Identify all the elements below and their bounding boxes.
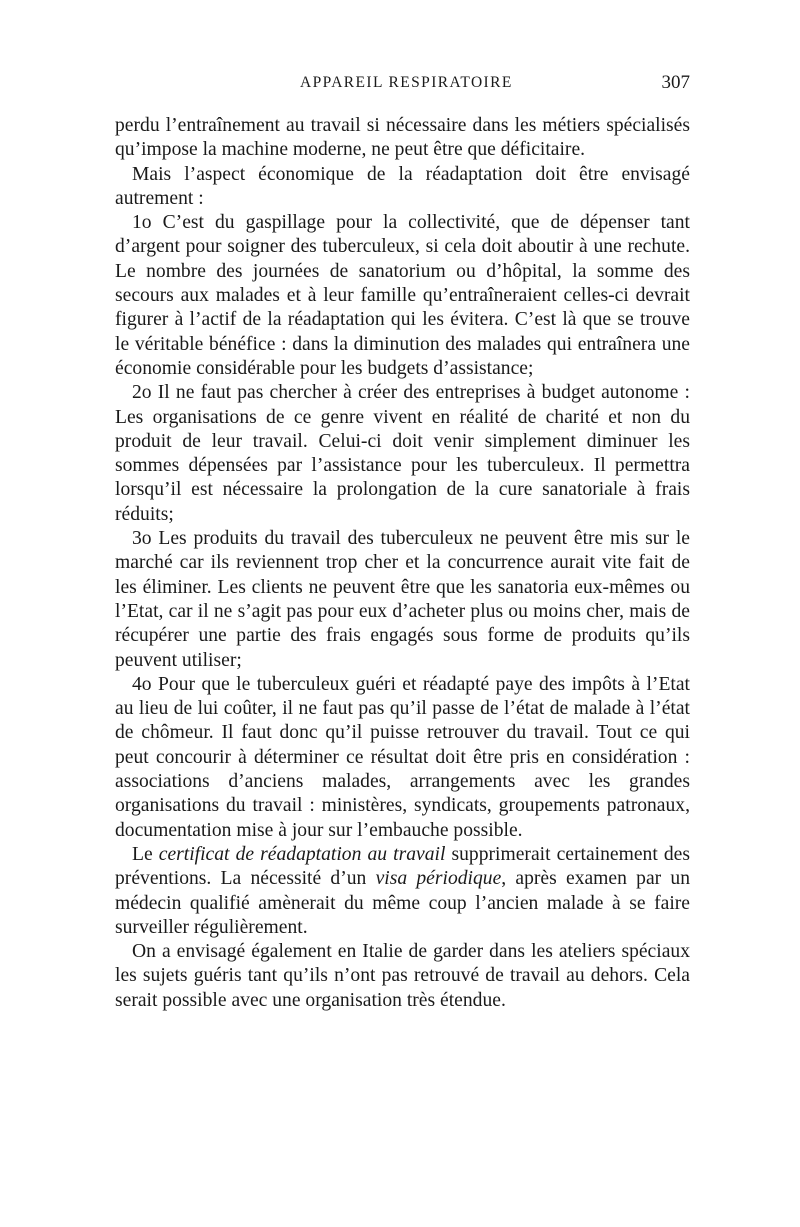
body-text <box>115 114 690 1013</box>
certificate-term: certificat de réadaptation au travail <box>158 843 446 865</box>
visa-term: visa périodique <box>375 868 502 890</box>
paragraph-point-3: 3o Les produits du travail des tuberculeux ne peuvent être mis sur le marché car ils reviennent trop cher et la concurrence aurait vite fait de les éliminer. Les clients ne peuvent être que les sanatoria eux-mêmes ou l’Etat, car il ne s’agit pas pour eux d’acheter plus ou moins cher, mais de récupérer une partie des frais engagés sous forme de produits qu’ils peuvent utiliser; <box>115 528 690 671</box>
paragraph-point-4: 4o Pour que le tuberculeux guéri et réadapté paye des impôts à l’Etat au lieu de lui coûter, il ne faut pas qu’il passe de l’état de malade à l’état de chômeur. Il faut donc qu’il puisse retrouver du travail. Tout ce qui peut concourir à déterminer ce résultat doit être pris en considération : associations d’anciens malades, arrangements avec les grandes organisations du travail : ministères, syndicats, groupements patronaux, documentation mise à jour sur l’embauche possible. <box>115 673 690 841</box>
paragraph-point-1: 1o C’est du gaspillage pour la collectivité, que de dépenser tant d’argent pour soigner des tuberculeux, si cela doit aboutir à une rechute. Le nombre des journées de sanatorium ou d’hôpital, la somme des secours aux malades et à leur famille qu’entraîneraient celles-ci devrait figurer à l’actif de la réadaptation qui les évitera. C’est là que se trouve le véritable bénéfice : dans la diminution des malades qui entraînera une économie considérable pour les budgets d’assistance; <box>115 212 690 379</box>
paragraph-certificate <box>115 843 690 940</box>
page-header <box>115 72 690 98</box>
paragraph-point-2: 2o Il ne faut pas chercher à créer des entreprises à budget autonome : Les organisations de ce genre vivent en réalité de charité et non du produit de leur travail. Celui-ci doit venir simplement diminuer les sommes dépensées par l’assistance pour les tuberculeux. Il permettra lorsqu’il est nécessaire la prolongation de la cure sanatoriale à frais réduits; <box>115 382 690 525</box>
certificate-text-a: Le <box>132 843 159 865</box>
page-number: 307 <box>661 72 690 93</box>
certificate-text-c: supprimerait certainement des préventions. La nécessité d’un <box>115 843 690 890</box>
paragraph-economic-aspect: Mais l’aspect économique de la réadaptation doit être envisagé autrement : <box>115 163 690 209</box>
paragraph-italy: On a envisagé également en Italie de garder dans les ateliers spéciaux les sujets guéris tant qu’ils n’ont pas retrouvé de travail au dehors. Cela serait possible avec une organisation très étendue. <box>115 941 690 1011</box>
paragraph-continuation: perdu l’entraînement au travail si nécessaire dans les métiers spécialisés qu’impose la machine moderne, ne peut être que déficitaire. <box>115 115 690 161</box>
certificate-text-e: , après examen par un médecin qualifié amènerait du même coup l’ancien malade à se faire surveiller régulièrement. <box>115 868 691 938</box>
running-title: APPAREIL RESPIRATOIRE <box>300 74 513 91</box>
